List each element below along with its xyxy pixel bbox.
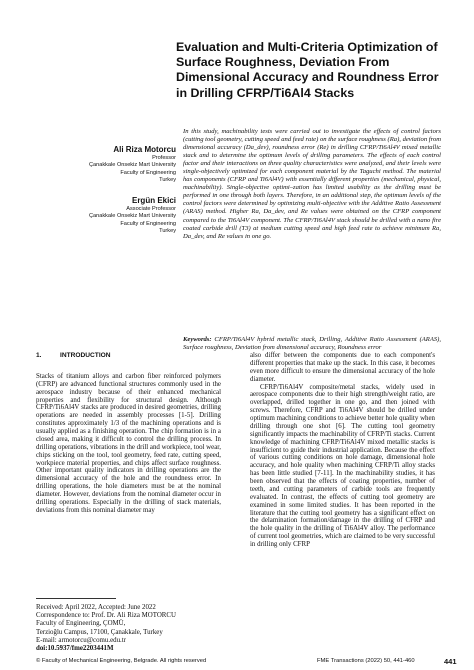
author-name: Ergün Ekici bbox=[131, 196, 176, 206]
abstract: In this study, machinability tests were carried out to investigate the effects of control factors (cutting tool geometry, cutting speed and feed rate) on the surface roughness (Ra), deviation from dimensional accuracy (Da_dev), roundness error (Re) in drilling CFRP/Ti6Al4V mixed metallic stack and to determine the optimum levels of drilling parameters. The effects of each control factor and their interactions on three quality characteristics were analyzed, and their levels were single-objectively optimized for each component material by the Taguchi method. The material has components (CFRP and Ti6Al4V) with essentially different properties (mechanical, physical, machinability). Single-objective optimi–zation has limited usability as the drilling must be performed in one through both layers. Therefore, in an additional step, the optimum levels of the control factors were determined by optimizing multi-objective with the Additive Ratio Assessment (ARAS) method. Higher Ra, Da_dev, and Re values were obtained on the CFRP component compared to the Ti6Al4V component. The CFRP/Ti6Al4V stack should be drilled with a nano fire coated carbide drill (T3) at medium cutting speed and high feed rate to achieve minimum Ra, Da_dev, and Re values in one go. bbox=[183, 128, 441, 240]
author-position: Associate Professor bbox=[126, 206, 176, 213]
email: E-mail: armotorcu@comu.edu.tr bbox=[36, 636, 126, 644]
author-university: Çanakkale Onsekiz Mart University bbox=[88, 213, 176, 220]
body-column-right bbox=[250, 352, 435, 549]
author-1 bbox=[40, 145, 176, 184]
author-block bbox=[40, 145, 176, 247]
footnote bbox=[36, 604, 236, 653]
doi: doi:10.5937/fme2203441M bbox=[36, 645, 114, 653]
author-faculty: Faculty of Engineering bbox=[120, 169, 176, 176]
paragraph: Stacks of titanium alloys and carbon fiber reinforced polymers (CFRP) are advanced functional structures commonly used in the aerospace industry because of their enhanced mechanical properties and flexibility for structural design. Although CFRP/Ti6Al4V stacks are produced in desired geometries, drilling operations are needed in assembly processes [1-5]. Drilling constitutes approximately 1/3 of the machining operations and is usually applied as a finishing operation. The chip formation is in a closed area, making it difficult to control the drilling process. In drilling operations, vibrations in the drill and workpiece, tool wear, chips sticking on the tool, tool geometry, feed rate, cutting speed, workpiece material properties, and chips affect surface roughness. Other important quality indicators in drilling operations are the dimensional accuracy of the hole and the roundness error. In drilling operations, the hole diameters must be at the nominal diameter. However, deviations from the nominal diameter occur in drilling operations. Especially in the drilling of stack materials, deviations from this nominal diameter may bbox=[36, 372, 221, 514]
author-position: Professor bbox=[152, 155, 176, 161]
author-name: Ali Riza Motorcu bbox=[113, 145, 176, 154]
author-country: Turkey bbox=[159, 176, 176, 183]
address-line: Terzioğlu Campus, 17100, Çanakkale, Turkey bbox=[36, 628, 163, 636]
section-title: INTRODUCTION bbox=[60, 352, 111, 359]
author-country: Turkey bbox=[159, 228, 176, 235]
author-2 bbox=[40, 196, 176, 235]
section-heading bbox=[36, 352, 221, 360]
keywords-label: Keywords: bbox=[183, 336, 212, 343]
section-number: 1. bbox=[36, 352, 42, 359]
correspondence: Correspondence to: Prof. Dr. Ali Riza MOTORCU bbox=[36, 612, 176, 620]
paper-title: Evaluation and Multi-Criteria Optimization of Surface Roughness, Deviation From Dimensional Accuracy and Roundness Error in Drilling CFRP/Ti6Al4 Stacks bbox=[176, 40, 439, 100]
keywords bbox=[183, 336, 441, 352]
author-faculty: Faculty of Engineering bbox=[120, 220, 176, 227]
page-number: 441 bbox=[444, 657, 457, 666]
received-dates: Received: April 2022, Accepted: June 2022 bbox=[36, 604, 156, 611]
footnote-divider bbox=[36, 598, 116, 599]
paragraph: CFRP/Ti6Al4V composite/metal stacks, widely used in aerospace components due to their high strength/weight ratio, are overlapped, drilled together in one go, and then joined with screws. Therefore, CFRP and Ti6Al4V should be drilled under optimum machining conditions to achieve better hole quality when drilling through one shot [6]. The cutting tool geometry significantly impacts the machinability of CFRP/Ti stacks. Current knowledge of machining CFRP/Ti6Al4V mixed metallic stacks is insufficient to guide their industrial application. Because the effect of various cutting conditions on hole damage, dimensional hole accuracy, and hole quality when machining CFRP/Ti alloy stacks has been little studied [7-11]. In the machinability studies, it has been observed that the effects of coating properties, number of teeth, and cutting parameters of carbide tools are frequently evaluated. In contrast, the effects of cutting tool geometry are examined in some limited studies. It has been reported in the literature that the cutting tool geometry has a significant effect on the delamination formation/damage in the drilling of CFRP and the hole quality in the drilling of Ti6Al4V alloy. The performance of current tool geometries, which are claimed to be very successful in drilling only CFRP bbox=[250, 383, 435, 548]
author-university: Çanakkale Onsekiz Mart University bbox=[88, 162, 176, 169]
paragraph: also differ between the components due to each component's different properties that make up the stack. In this case, it becomes even more difficult to ensure the dimensional accuracy of the hole diameter. bbox=[250, 352, 435, 383]
body-column-left bbox=[36, 352, 221, 515]
address-line: Faculty of Engineering, ÇOMÜ, bbox=[36, 620, 126, 628]
copyright: © Faculty of Mechanical Engineering, Belgrade. All rights reserved bbox=[36, 658, 207, 664]
keywords-text: CFRP/Ti6Al4V hybrid metallic stack, Drilling, Additive Ratio Assessment (ARAS), Surface roughness, Deviation from dimensional accuracy, Roundness error bbox=[183, 336, 441, 352]
journal-citation: FME Transactions (2022) 50, 441-460 bbox=[317, 658, 415, 664]
